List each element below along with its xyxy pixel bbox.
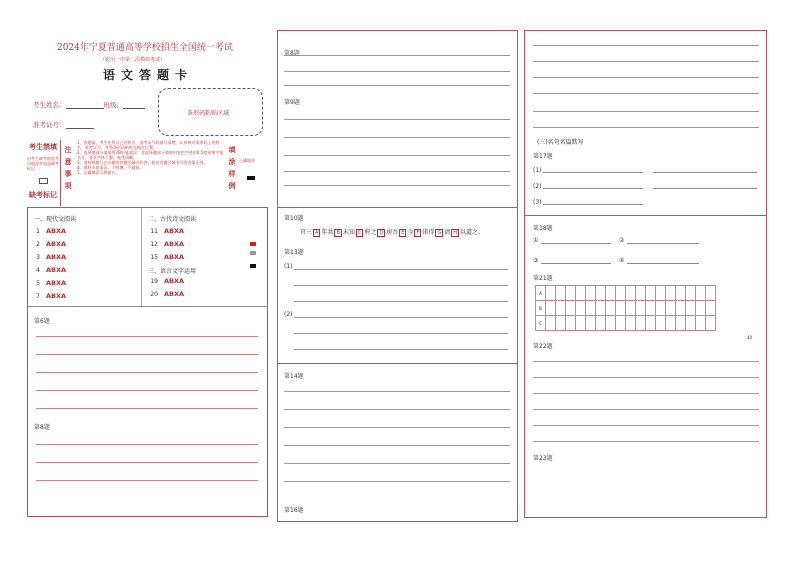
question-number: 12 bbox=[150, 241, 158, 248]
q17-part1: (1) bbox=[533, 167, 542, 174]
grid-cell[interactable] bbox=[616, 316, 626, 331]
q17-part3: (3) bbox=[533, 199, 542, 206]
answer-line[interactable] bbox=[533, 77, 759, 78]
question-number: 20 bbox=[150, 291, 158, 298]
answer-line[interactable] bbox=[294, 285, 508, 286]
id-label: 准考证号： bbox=[33, 121, 66, 129]
absent-title: 缺考标记 bbox=[29, 191, 57, 199]
fill-blank[interactable] bbox=[541, 243, 611, 244]
q21-grid[interactable] bbox=[535, 285, 716, 331]
question-number: 5 bbox=[36, 280, 40, 287]
name-blank[interactable] bbox=[66, 101, 104, 109]
break-option-E[interactable]: E bbox=[401, 230, 405, 236]
sentence-text: 官三 bbox=[300, 229, 313, 236]
answer-line[interactable] bbox=[533, 61, 759, 62]
grid-cell[interactable] bbox=[666, 286, 676, 301]
question-number: 1 bbox=[36, 228, 40, 235]
absent-checkbox[interactable] bbox=[39, 178, 48, 184]
q8-label: 第8题 bbox=[34, 424, 50, 431]
grid-cell[interactable] bbox=[706, 316, 716, 331]
sentence-text: 房吾 bbox=[386, 229, 399, 236]
answer-options[interactable]: ABXA bbox=[46, 227, 67, 235]
grid-row-label: C bbox=[536, 316, 546, 331]
fill-title: 填涂样例 bbox=[228, 146, 236, 190]
answer-line[interactable] bbox=[36, 336, 258, 337]
q18-part1: ① bbox=[533, 237, 539, 244]
q13-part2: (2) bbox=[284, 311, 293, 318]
sample-red-mark bbox=[250, 242, 256, 246]
grid-cell[interactable] bbox=[686, 316, 696, 331]
answer-line[interactable] bbox=[533, 409, 759, 410]
grid-cell[interactable] bbox=[606, 316, 616, 331]
grid-cell[interactable] bbox=[566, 316, 576, 331]
answer-line[interactable] bbox=[533, 45, 759, 46]
break-option-G[interactable]: G bbox=[437, 230, 442, 236]
answer-line[interactable] bbox=[284, 409, 510, 410]
sentence-text: 年共 bbox=[321, 229, 334, 236]
forbid-box bbox=[25, 140, 61, 206]
answer-line[interactable] bbox=[294, 269, 508, 270]
rules-box bbox=[25, 140, 267, 206]
answer-line[interactable] bbox=[533, 393, 759, 394]
barcode-area bbox=[158, 88, 263, 136]
q16-label: 第16题 bbox=[284, 507, 304, 514]
section-divider bbox=[525, 215, 766, 216]
grid-row-label: A bbox=[536, 286, 546, 301]
question-number: 11 bbox=[150, 228, 158, 235]
grid-cell[interactable] bbox=[636, 301, 646, 316]
answer-line[interactable] bbox=[284, 71, 510, 72]
grid-cell[interactable] bbox=[586, 301, 596, 316]
answer-options[interactable]: ABXA bbox=[46, 240, 67, 248]
question-number: 7 bbox=[36, 293, 40, 300]
grid-cell[interactable] bbox=[576, 301, 586, 316]
section2-title: 二、古代诗文阅读 bbox=[148, 216, 197, 223]
grid-cell[interactable] bbox=[546, 316, 556, 331]
answer-line[interactable] bbox=[533, 127, 759, 128]
q17-label: 第17题 bbox=[533, 153, 553, 160]
grid-cell[interactable] bbox=[546, 286, 556, 301]
answer-line[interactable] bbox=[533, 93, 759, 94]
q21-label: 第21题 bbox=[533, 275, 553, 282]
question-number: 2 bbox=[36, 241, 40, 248]
answer-line[interactable] bbox=[284, 171, 510, 172]
answer-line[interactable] bbox=[284, 481, 510, 482]
grid-cell[interactable] bbox=[556, 316, 566, 331]
q23-label: 第23题 bbox=[533, 455, 553, 462]
objective-divider bbox=[28, 306, 267, 307]
answer-line[interactable] bbox=[36, 354, 258, 355]
grid-cell[interactable] bbox=[616, 301, 626, 316]
grid-cell[interactable] bbox=[566, 301, 576, 316]
grid-cell[interactable] bbox=[706, 286, 716, 301]
grid-cell[interactable] bbox=[696, 316, 706, 331]
grid-row bbox=[536, 301, 716, 316]
grid-cell[interactable] bbox=[596, 301, 606, 316]
grid-cell[interactable] bbox=[656, 316, 666, 331]
grid-row-label: B bbox=[536, 301, 546, 316]
forbid-title: 考生禁填 bbox=[29, 143, 57, 151]
fill-blank[interactable] bbox=[653, 172, 757, 173]
answer-line[interactable] bbox=[36, 408, 258, 409]
grid-cell[interactable] bbox=[576, 316, 586, 331]
answer-line[interactable] bbox=[294, 317, 508, 318]
q18-part3: ③ bbox=[533, 257, 539, 264]
notice-item: 1、答题前，考生先将自己的姓名、准考证号码填写清楚，认真核对条形码上的姓名、准考证号，并将条形码粘贴在指定位置。 bbox=[77, 140, 220, 150]
answer-line[interactable] bbox=[294, 333, 508, 334]
answer-options[interactable]: ABXA bbox=[46, 266, 67, 274]
fill-blank[interactable] bbox=[627, 263, 699, 264]
q21-count: 40 bbox=[747, 335, 753, 340]
answer-line[interactable] bbox=[284, 463, 510, 464]
break-option-H[interactable]: H bbox=[453, 230, 458, 236]
fill-blank[interactable] bbox=[543, 204, 643, 205]
grid-row bbox=[536, 316, 716, 331]
grid-cell[interactable] bbox=[596, 286, 606, 301]
grid-cell[interactable] bbox=[676, 301, 686, 316]
answer-line[interactable] bbox=[36, 462, 258, 463]
exam-title: 2024年宁夏普通高等学校招生全国统一考试 bbox=[57, 43, 233, 53]
sentence-text: 府之 bbox=[364, 229, 377, 236]
break-option-C[interactable]: C bbox=[357, 230, 362, 236]
grid-cell[interactable] bbox=[676, 286, 686, 301]
notice-item: 4、保持卡面清洁，不折叠，不破损。 bbox=[77, 165, 144, 170]
answer-line[interactable] bbox=[284, 55, 510, 56]
answer-line[interactable] bbox=[533, 361, 759, 362]
grid-cell[interactable] bbox=[576, 286, 586, 301]
notice-list bbox=[77, 140, 225, 175]
grid-cell[interactable] bbox=[626, 286, 636, 301]
fill-correct-sample bbox=[247, 176, 255, 180]
grid-cell[interactable] bbox=[646, 316, 656, 331]
sentence-text: 诺得 bbox=[422, 229, 435, 236]
question-number: 4 bbox=[36, 267, 40, 274]
section1-title: 一、现代文阅读 bbox=[34, 216, 77, 223]
answer-options[interactable]: ABXA bbox=[164, 253, 185, 261]
grid-cell[interactable] bbox=[566, 286, 576, 301]
answer-line[interactable] bbox=[294, 349, 508, 350]
fill-blank[interactable] bbox=[653, 188, 757, 189]
notice-item: 2、选择题部分请使用2B铅笔填涂；非选择题部分请使用黑色字迹的0.5毫米签字笔书写，要求字体工整、笔迹清晰。 bbox=[77, 150, 224, 160]
q17-part2: (2) bbox=[533, 183, 542, 190]
answer-line[interactable] bbox=[284, 85, 510, 86]
q18-part4: ④ bbox=[619, 257, 625, 264]
answer-options[interactable]: ABXA bbox=[164, 240, 185, 248]
break-option-A[interactable]: A bbox=[315, 230, 319, 236]
fill-blank[interactable] bbox=[541, 263, 611, 264]
break-option-F[interactable]: F bbox=[416, 230, 420, 236]
grid-cell[interactable] bbox=[706, 301, 716, 316]
notice-title: 注意事项 bbox=[64, 146, 72, 190]
answer-line[interactable] bbox=[533, 377, 759, 378]
grid-cell[interactable] bbox=[546, 301, 556, 316]
fill-blank[interactable] bbox=[627, 243, 699, 244]
id-field[interactable] bbox=[33, 120, 94, 129]
grid-cell[interactable] bbox=[626, 301, 636, 316]
answer-line[interactable] bbox=[533, 441, 759, 442]
card-title: 语文答题卡 bbox=[103, 68, 194, 82]
notice-item: 5、正确填涂示例如右。 bbox=[77, 170, 120, 175]
answer-line[interactable] bbox=[284, 137, 510, 138]
grid-cell[interactable] bbox=[556, 286, 566, 301]
grid-cell[interactable] bbox=[656, 286, 666, 301]
notice-item: 3、请按照题号在各题的答题区域内作答，超出答题区域书写的答案无效。 bbox=[77, 160, 208, 165]
objective-col-divider bbox=[141, 208, 142, 306]
objective-box bbox=[27, 207, 268, 517]
answer-options[interactable]: ABXA bbox=[46, 253, 67, 261]
class-blank[interactable] bbox=[123, 101, 145, 109]
id-blank[interactable] bbox=[66, 121, 94, 129]
question-number: 19 bbox=[150, 278, 158, 285]
grid-cell[interactable] bbox=[606, 301, 616, 316]
answer-line[interactable] bbox=[284, 427, 510, 428]
answer-options[interactable]: ABXA bbox=[164, 277, 185, 285]
grid-cell[interactable] bbox=[686, 286, 696, 301]
name-field[interactable] bbox=[33, 100, 145, 109]
answer-line[interactable] bbox=[36, 390, 258, 391]
right-panel bbox=[524, 30, 767, 518]
grid-cell[interactable] bbox=[676, 316, 686, 331]
sentence-text: 请 bbox=[444, 229, 451, 236]
grid-cell[interactable] bbox=[666, 316, 676, 331]
answer-line[interactable] bbox=[284, 119, 510, 120]
grid-cell[interactable] bbox=[696, 301, 706, 316]
q6-label: 第6题 bbox=[34, 318, 50, 325]
grid-cell[interactable] bbox=[636, 316, 646, 331]
q9-label: 第9题 bbox=[284, 99, 300, 106]
q10-sentence[interactable] bbox=[300, 227, 484, 237]
grid-cell[interactable] bbox=[586, 286, 596, 301]
grid-cell[interactable] bbox=[556, 301, 566, 316]
answer-line[interactable] bbox=[284, 155, 510, 156]
section3-title: (三)名句名篇默写 bbox=[537, 139, 584, 146]
answer-line[interactable] bbox=[36, 372, 258, 373]
forbid-text: 由考生缺考的监考员填涂并加盖缺考标记 bbox=[27, 156, 59, 171]
q10-label: 第10题 bbox=[284, 215, 304, 222]
sample-gray-mark bbox=[250, 251, 256, 255]
break-option-D[interactable]: D bbox=[379, 230, 384, 236]
answer-line[interactable] bbox=[36, 444, 258, 445]
section-divider bbox=[278, 207, 517, 208]
grid-row bbox=[536, 286, 716, 301]
grid-cell[interactable] bbox=[686, 301, 696, 316]
question-number: 15 bbox=[150, 254, 158, 261]
section3-title: 三、语言文字运用 bbox=[148, 268, 197, 275]
fill-correct-label: 正确填涂 bbox=[239, 158, 255, 163]
grid-cell[interactable] bbox=[586, 316, 596, 331]
fill-blank[interactable] bbox=[543, 172, 643, 173]
q13-part1: (1) bbox=[284, 263, 293, 270]
grid-cell[interactable] bbox=[596, 316, 606, 331]
answer-line[interactable] bbox=[294, 301, 508, 302]
q18-label: 第18题 bbox=[533, 225, 553, 232]
exam-subtitle: （银川一中第二次模拟考试） bbox=[100, 57, 166, 63]
answer-line[interactable] bbox=[284, 445, 510, 446]
q8-cont-label: 第8题 bbox=[284, 50, 300, 57]
q18-part2: ② bbox=[619, 237, 625, 244]
grid-cell[interactable] bbox=[696, 286, 706, 301]
answer-options[interactable]: ABXA bbox=[164, 290, 185, 298]
question-number: 3 bbox=[36, 254, 40, 261]
grid-cell[interactable] bbox=[616, 286, 626, 301]
answer-line[interactable] bbox=[36, 480, 258, 481]
grid-cell[interactable] bbox=[666, 301, 676, 316]
grid-cell[interactable] bbox=[656, 301, 666, 316]
answer-line[interactable] bbox=[533, 111, 759, 112]
answer-line[interactable] bbox=[284, 185, 510, 186]
answer-line[interactable] bbox=[533, 425, 759, 426]
barcode-label: 条形码粘贴区域 bbox=[187, 110, 230, 117]
name-label: 考生姓名： bbox=[33, 101, 66, 109]
section-divider bbox=[278, 363, 517, 364]
answer-options[interactable]: ABXA bbox=[164, 227, 185, 235]
answer-options[interactable]: ABXA bbox=[46, 279, 67, 287]
grid-cell[interactable] bbox=[646, 286, 656, 301]
sentence-text: 未知 bbox=[342, 229, 355, 236]
q14-label: 第14题 bbox=[284, 373, 304, 380]
answer-options[interactable]: ABXA bbox=[46, 292, 67, 300]
grid-cell[interactable] bbox=[626, 316, 636, 331]
sentence-text: 今 bbox=[407, 229, 414, 236]
q13-label: 第13题 bbox=[284, 249, 304, 256]
grid-cell[interactable] bbox=[606, 286, 616, 301]
grid-cell[interactable] bbox=[646, 301, 656, 316]
grid-cell[interactable] bbox=[636, 286, 646, 301]
sample-black-mark bbox=[250, 264, 256, 268]
middle-panel bbox=[277, 30, 518, 522]
q22-label: 第22题 bbox=[533, 343, 553, 350]
sentence-text: 以道之。 bbox=[460, 229, 485, 236]
break-option-B[interactable]: B bbox=[336, 230, 340, 236]
fill-blank[interactable] bbox=[543, 188, 643, 189]
answer-line[interactable] bbox=[284, 391, 510, 392]
class-label: 班级： bbox=[103, 101, 123, 109]
